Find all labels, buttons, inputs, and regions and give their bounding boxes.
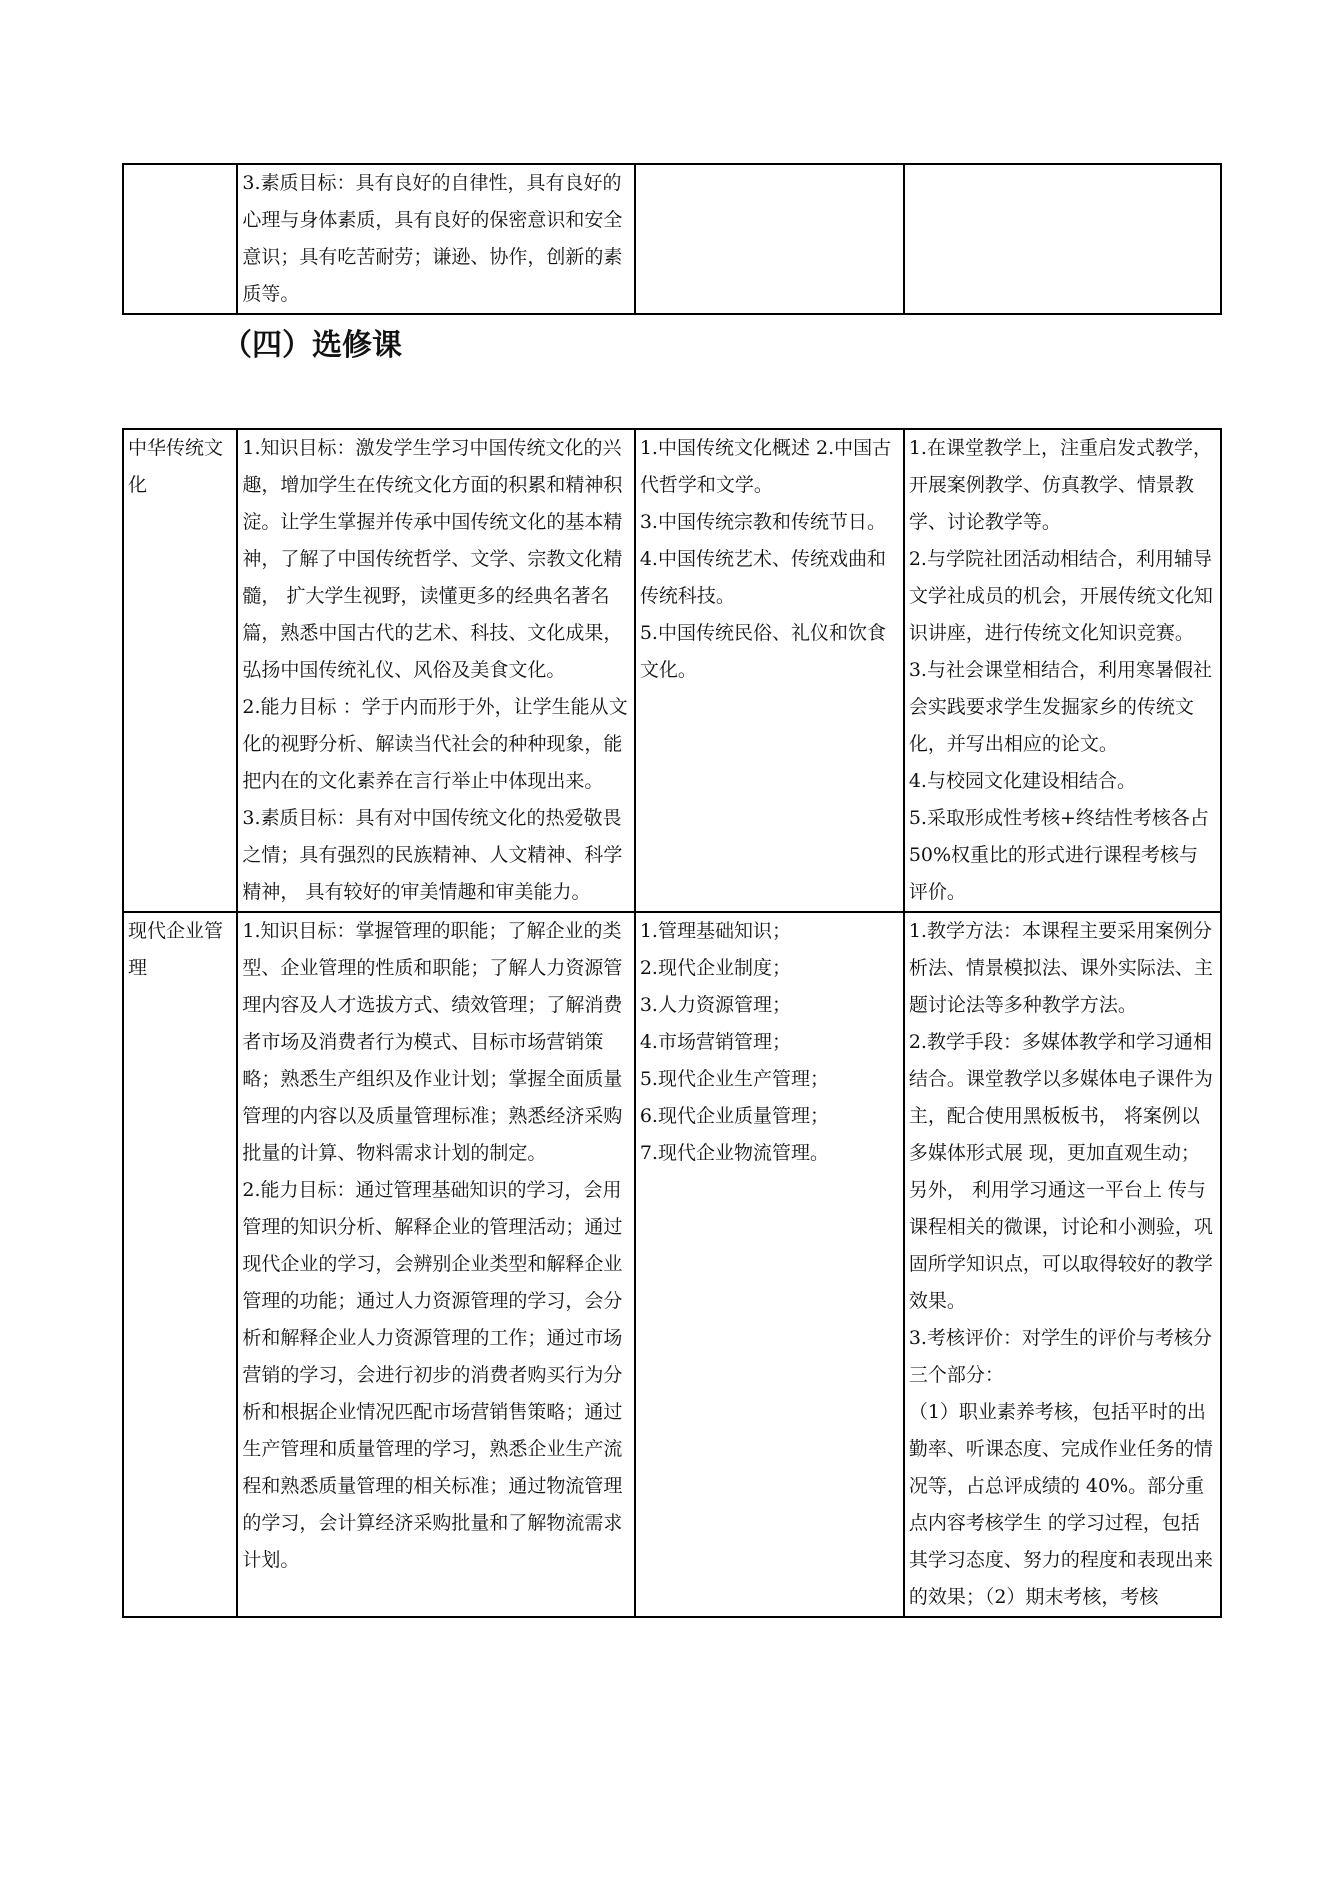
elective-course-table [122,428,1222,1618]
content-item: 1.管理基础知识； [639,920,791,942]
course-content-cell [635,164,904,314]
requirement-paragraph: 5.采取形成性考核+终结性考核各占 50%权重比的形式进行课程考核与评价。 [908,807,1209,903]
course-content-cell [635,912,904,1617]
course-requirements-cell [904,912,1221,1617]
requirement-paragraph: 1.在课堂教学上，注重启发式教学，开展案例教学、仿真教学、情景教学、讨论教学等。 [908,437,1212,533]
table-row [123,164,1221,314]
section-heading: （四）选修课 [222,328,402,363]
requirement-paragraph: 1.教学方法：本课程主要采用案例分析法、情景模拟法、课外实际法、主题讨论法等多种教学方法。 [908,920,1213,1016]
content-item: 4.市场营销管理； [639,1031,791,1053]
course-goal-cell: 3.素质目标：具有良好的自律性，具有良好的心理与身体素质，具有良好的保密意识和安全意识；具有吃苦耐劳；谦逊、协作，创新的素质等。 [237,164,634,314]
goal-paragraph: 2.能力目标 ：学于内而形于外，让学生能从文化的视野分析、解读当代社会的种种现象，能把内在的文化素养在言行举止中体现出来。 [242,696,628,792]
course-name-cell: 现代企业管理 [123,912,237,1617]
course-requirements-cell [904,164,1221,314]
content-item: 7.现代企业物流管理。 [639,1142,829,1164]
requirement-paragraph: 3.与社会课堂相结合，利用寒暑假社会实践要求学生发掘家乡的传统文化，并写出相应的论文。 [908,659,1212,755]
content-item: 1.中国传统文化概述 2.中国古代哲学和文学。 [639,437,892,496]
content-item: 4.中国传统艺术、传统戏曲和传统科技。 [639,548,886,607]
table-row [123,912,1221,1617]
course-goal-cell [237,429,634,912]
requirement-paragraph: 2.教学手段：多媒体教学和学习通相结合。课堂教学以多媒体电子课件为 主，配合使用黑板板书， 将案例以多媒体形式展 现，更加直观生动；另外， 利用学习通这一平台上 传与课程相关的微课，讨论和小测验，巩固所学知识点，可以取得较好的教学效果。 [908,1031,1213,1312]
goal-paragraph: 3.素质目标：具有对中国传统文化的热爱敬畏之情；具有强烈的民族精神、人文精神、科学精神， 具有较好的审美情趣和审美能力。 [242,807,623,903]
requirement-paragraph: 2.与学院社团活动相结合，利用辅导文学社成员的机会，开展传统文化知识讲座，进行传统文化知识竞赛。 [908,548,1213,644]
content-item: 3.中国传统宗教和传统节日。 [639,511,886,533]
course-requirements-cell [904,429,1221,912]
course-name-cell [123,164,237,314]
content-item: 6.现代企业质量管理； [639,1105,829,1127]
requirement-paragraph: 3.考核评价：对学生的评价与考核分三个部分： [908,1327,1212,1386]
content-item: 3.人力资源管理； [639,994,791,1016]
content-item: 5.中国传统民俗、礼仪和饮食文化。 [639,622,886,681]
goal-paragraph: 2.能力目标：通过管理基础知识的学习，会用管理的知识分析、解释企业的管理活动；通过现代企业的学习，会辨别企业类型和解释企业管理的功能；通过人力资源管理的学习，会分析和解释企业人力资源管理的工作；通过市场营销的学习，会进行初步的消费者购买行为分析和根据企业情况匹配市场营销售策略；通过生产管理和质量管理的学习，熟悉企业生产流程和熟悉质量管理的相关标准；通过物流管理的学习，会计算经济采购批量和了解物流需求计划。 [242,1179,623,1571]
table-row [123,429,1221,912]
content-item: 5.现代企业生产管理； [639,1068,829,1090]
continued-course-table [122,163,1222,315]
course-name-cell: 中华传统文化 [123,429,237,912]
content-item: 2.现代企业制度； [639,957,791,979]
course-goal-cell [237,912,634,1617]
requirement-paragraph: 4.与校园文化建设相结合。 [908,770,1136,792]
course-content-cell [635,429,904,912]
requirement-paragraph: （1）职业素养考核，包括平时的出勤率、听课态度、完成作业任务的情况等，占总评成绩的 40%。部分重点内容考核学生 的学习过程，包括其学习态度、努力的程度和表现出来的效果；（2）期末考核，考核 [908,1401,1213,1608]
goal-paragraph: 1.知识目标：激发学生学习中国传统文化的兴趣，增加学生在传统文化方面的积累和精神积淀。让学生掌握并传承中国传统文化的基本精神，了解了中国传统哲学、文学、宗教文化精髓， 扩大学生视野，读懂更多的经典名著名篇，熟悉中国古代的艺术、科技、文化成果，弘扬中国传统礼仪、风俗及美食文化。 [242,437,623,681]
goal-paragraph: 1.知识目标：掌握管理的职能；了解企业的类型、企业管理的性质和职能；了解人力资源管理内容及人才选拔方式、绩效管理；了解消费者市场及消费者行为模式、目标市场营销策略；熟悉生产组织及作业计划；掌握全面质量管理的内容以及质量管理标准；熟悉经济采购批量的计算、物料需求计划的制定。 [242,920,623,1164]
